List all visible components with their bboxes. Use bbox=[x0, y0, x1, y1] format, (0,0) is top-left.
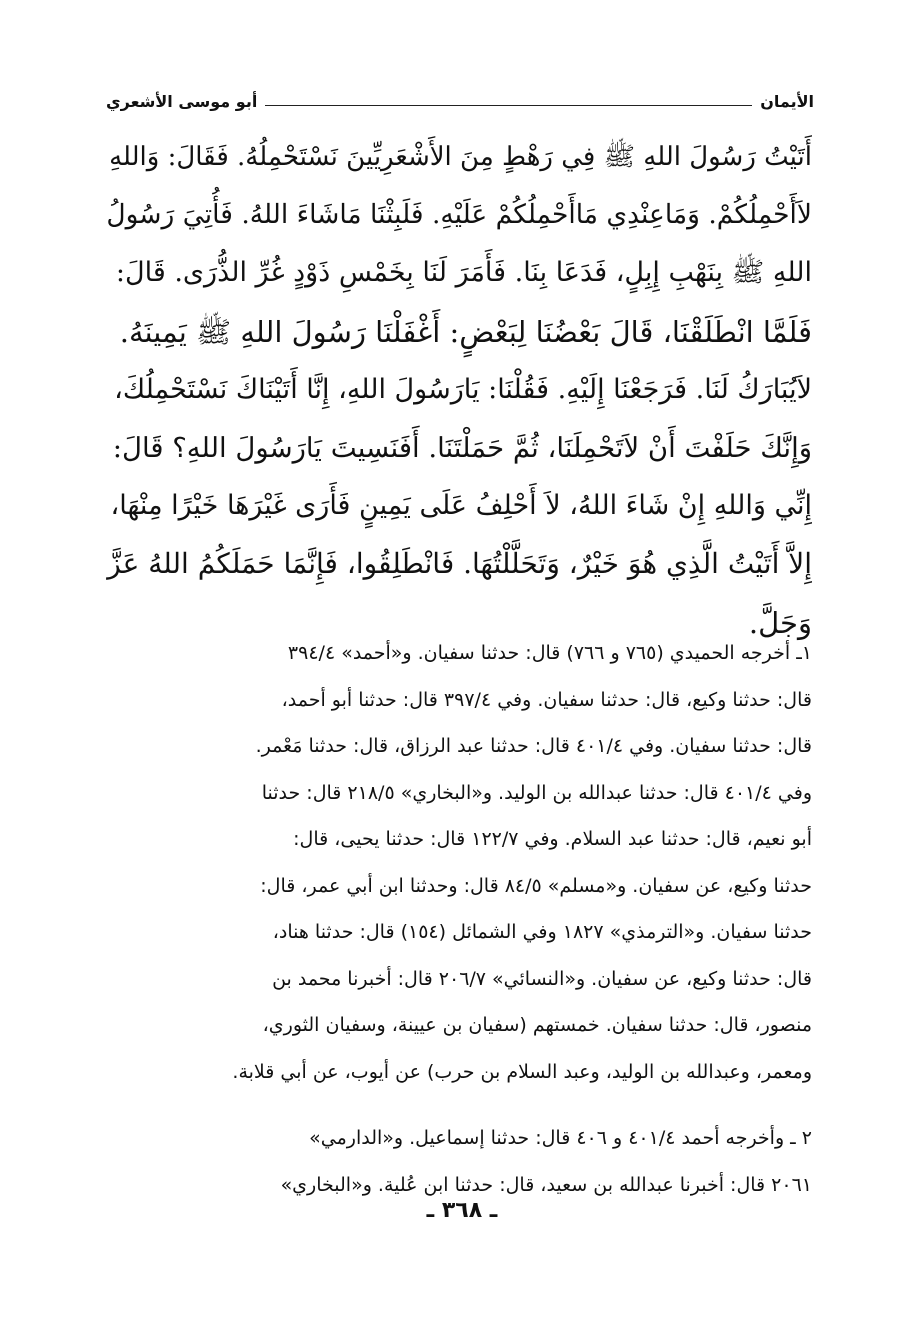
hadith-line: إِنِّي وَاللهِ إِنْ شَاءَ اللهُ، لاَ أَحْلِفُ عَلَى يَمِينٍ فَأَرَى غَيْرَهَا خَيْرًا مِنْهَا، bbox=[110, 490, 812, 522]
note-line: منصور، قال: حدثنا سفيان. خمستهم (سفيان بن عيينة، وسفيان الثوري، bbox=[262, 1014, 812, 1036]
note-line: وفي ٤٠١/٤ قال: حدثنا عبدالله بن الوليد. و«البخاري» ٢١٨/٥ قال: حدثنا bbox=[261, 781, 812, 804]
note-gap bbox=[104, 1095, 812, 1115]
note-line: ٢ ـ وأخرجه أحمد ٤٠١/٤ و ٤٠٦ قال: حدثنا إسماعيل. و«الدارمي» bbox=[309, 1127, 812, 1149]
hadith-line: إِلاَّ أَتَيْتُ الَّذِي هُوَ خَيْرٌ، وَتَحَلَّلْتُهَا. فَانْطَلِقُوا، فَإِنَّمَا حَمَلَكُمُ اللهُ عَزَّ bbox=[107, 547, 812, 581]
hadith-line: لاَأَحْمِلُكُمْ. وَمَاعِنْدِي مَاأَحْمِلُكُمْ عَلَيْهِ. فَلَبِثْنَا مَاشَاءَ اللهُ. فَأُتِيَ رَسُولُ bbox=[106, 199, 812, 231]
page-number: ـ ٣٦٨ ـ bbox=[426, 1198, 498, 1223]
note-line: أبو نعيم، قال: حدثنا عبد السلام. وفي ١٢٢/٧ قال: حدثنا يحيى، قال: bbox=[293, 828, 812, 850]
author-title: أبو موسى الأشعري bbox=[106, 91, 258, 111]
note-line: قال: حدثنا وكيع، عن سفيان. و«النسائي» ٢٠٦/٧ قال: أخبرنا محمد بن bbox=[272, 967, 812, 990]
hadith-line: اللهِ ﷺ بِنَهْبِ إِبِلٍ، فَدَعَا بِنَا. فَأَمَرَ لَنَا بِخَمْسِ ذَوْدٍ غُرِّ الذُّرَى. قَالَ: bbox=[115, 257, 812, 289]
note-line: ٢٠٦١ قال: أخبرنا عبدالله بن سعيد، قال: حدثنا ابن عُلية. و«البخاري» bbox=[280, 1173, 812, 1196]
chapter-title: الأيمان bbox=[760, 91, 814, 111]
note-line: حدثنا وكيع، عن سفيان. و«مسلم» ٨٤/٥ قال: وحدثنا ابن أبي عمر، قال: bbox=[260, 874, 812, 897]
note-line: حدثنا سفيان. و«الترمذي» ١٨٢٧ وفي الشمائل (١٥٤) قال: حدثنا هناد، bbox=[272, 921, 812, 943]
hadith-line: أَتَيْتُ رَسُولَ اللهِ ﷺ فِي رَهْطٍ مِنَ الأَشْعَرِيِّينَ نَسْتَحْمِلُهُ. فَقَالَ: وَاللهِ bbox=[109, 142, 812, 172]
hadith-line: وَجَلَّ. bbox=[748, 605, 812, 640]
footnotes bbox=[104, 630, 812, 1208]
note-line: ومعمر، وعبدالله بن الوليد، وعبد السلام بن حرب) عن أيوب، عن أبي قلابة. bbox=[232, 1060, 812, 1083]
hadith-line: فَلَمَّا انْطَلَقْنَا، قَالَ بَعْضُنَا لِبَعْضٍ: أَغْفَلْنَا رَسُولَ اللهِ ﷺ يَمِينَهُ. bbox=[119, 314, 812, 349]
header-rule bbox=[265, 105, 752, 106]
note-line: ١ـ أخرجه الحميدي (٧٦٥ و ٧٦٦) قال: حدثنا سفيان. و«أحمد» ٣٩٤/٤ bbox=[287, 642, 812, 664]
hadith-text bbox=[104, 128, 812, 652]
hadith-line: وَإِنَّكَ حَلَفْتَ أَنْ لاَتَحْمِلَنَا، ثُمَّ حَمَلْتَنَا. أَفَنَسِيتَ يَارَسُولَ اللهِ؟ قَالَ: bbox=[112, 431, 812, 464]
note-line: قال: حدثنا سفيان. وفي ٤٠١/٤ قال: حدثنا عبد الرزاق، قال: حدثنا مَعْمر. bbox=[255, 735, 812, 757]
note-line: قال: حدثنا وكيع، قال: حدثنا سفيان. وفي ٣٩٧/٤ قال: حدثنا أبو أحمد، bbox=[281, 688, 812, 711]
running-header bbox=[106, 86, 814, 116]
hadith-line: لاَيُبَارَكُ لَنَا. فَرَجَعْنَا إِلَيْهِ. فَقُلْنَا: يَارَسُولَ اللهِ، إِنَّا أَتَيْنَاكَ نَسْتَحْمِلُكَ، bbox=[114, 373, 812, 405]
